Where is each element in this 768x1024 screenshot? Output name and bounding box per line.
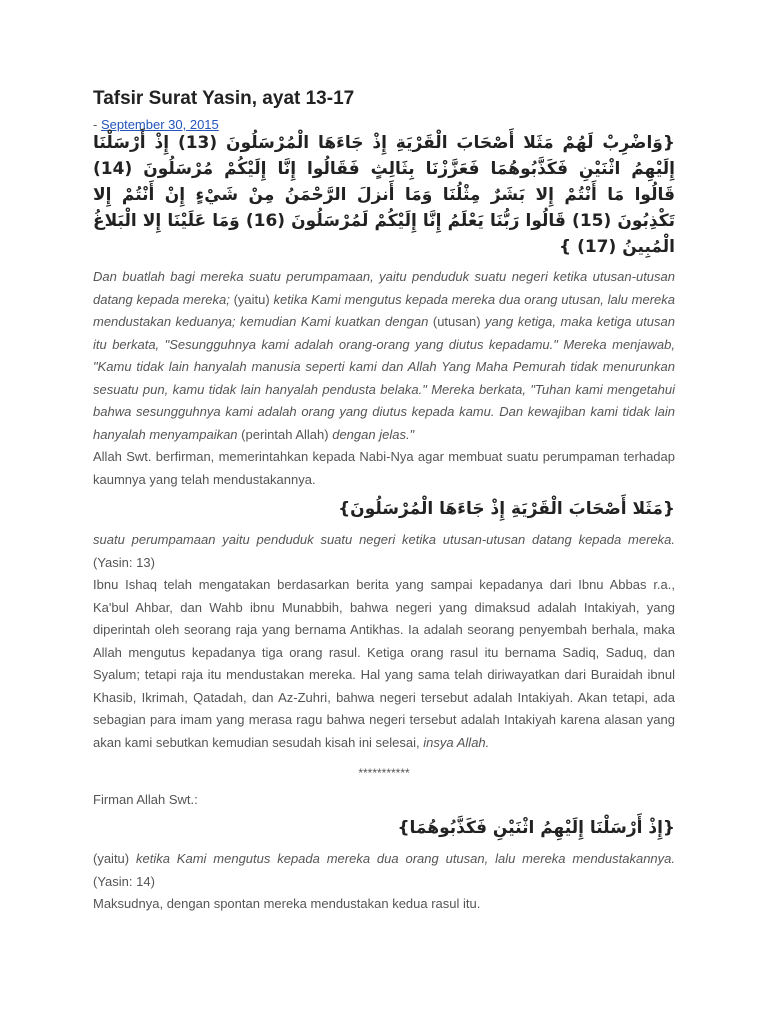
arabic-verse-14: {إِذْ أَرْسَلْنَا إِلَيْهِمُ اثْنَيْنِ فَكَذَّبُوهُمَا} <box>397 818 675 838</box>
translation-part: ketika Kami mengutus kepada mereka dua orang utusan, lalu mereka mendustakannya. <box>135 851 676 866</box>
commentary-tail: insya Allah. <box>423 734 490 750</box>
translation-verse-14 <box>93 848 675 893</box>
translation-part: yang ketiga, maka ketiga utusan itu berkata, "Sesungguhnya kami adalah orang-orang yang diutus kepadamu." Mereka menjawab, "Kamu tidak lain hanyalah manusia seperti kami dan Allah Yang Maha Pemurah tidak menurunkan sesuatu pun, kamu tidak lain hanyalah pendusta belaka." Mereka berkata, "Tuhan kami mengetahui bahwa sesungguhnya kami adalah orang yang diutus kepada kamu. Dan kewajiban kami tidak lain hanyalah menyampaikan <box>93 314 675 442</box>
translation-verses-13-17 <box>93 266 675 446</box>
verse-reference: (Yasin: 14) <box>93 873 155 889</box>
commentary-text: Ibnu Ishaq telah mengatakan berdasarkan berita yang sampai kepadanya dari Ibnu Abbas r.a., Ka'bul Ahbar, dan Wahb ibnu Munabbih, bahwa negeri yang dimaksud adalah Intakiyah, yang diperintah oleh seorang raja yang bernama Antikhas. Ia adalah seorang penyembah berhala, maka Allah mengutus kepadanya tiga orang rasul. Ketiga orang rasul itu bernama Sadiq, Saduq, dan Syalum; tetapi raja itu mendustakan mereka. Hal yang sama telah diriwayatkan dari Buraidah ibnul Khasib, Ikrimah, Qatadah, dan Az-Zuhri, bahwa negeri tersebut adalah Intakiyah. Akan tetapi, ada sebagian para imam yang merasa ragu bahwa negeri tersebut adalah Intakiyah karena alasan yang akan kami sebutkan kemudian sesudah kisah ini selesai, <box>93 577 675 750</box>
verse-reference: (Yasin: 13) <box>93 554 155 570</box>
arabic-verse-13: {مَثَلا أَصْحَابَ الْقَرْيَةِ إِذْ جَاءَهَا الْمُرْسَلُونَ} <box>338 499 675 519</box>
translation-note: (yaitu) <box>229 291 274 307</box>
translation-note: (perintah Allah) <box>237 426 333 442</box>
translation-part: ketika Kami mengutus kepada mereka dua orang utusan, lalu mereka mendustakan keduanya; kemudian Kami kuatkan dengan <box>93 291 675 329</box>
commentary-paragraph-2 <box>93 574 675 754</box>
translation-part: Dan buatlah bagi mereka suatu perumpamaan, yaitu penduduk suatu negeri ketika utusan-utusan datang kepada mereka; <box>93 269 675 307</box>
commentary-paragraph-1: Allah Swt. berfirman, memerintahkan kepada Nabi-Nya agar membuat suatu perumpaman terhadap kaumnya yang telah mendustakannya. <box>93 449 675 487</box>
date-prefix: - <box>93 117 101 132</box>
date-link[interactable]: September 30, 2015 <box>100 117 219 132</box>
page-title: Tafsir Surat Yasin, ayat 13-17 <box>93 88 355 109</box>
commentary-paragraph-3: Maksudnya, dengan spontan mereka mendustakan kedua rasul itu. <box>93 896 481 911</box>
translation-verse-13 <box>93 529 675 574</box>
firman-label: Firman Allah Swt.: <box>93 792 198 807</box>
translation-part: dengan jelas." <box>332 426 415 442</box>
section-divider: *********** <box>358 766 410 780</box>
arabic-verses-13-17: {وَاضْرِبْ لَهُمْ مَثَلا أَصْحَابَ الْقَرْيَةِ إِذْ جَاءَهَا الْمُرْسَلُونَ (13) إِذْ أَرْسَلْنَا إِلَيْهِمُ اثْنَيْنِ فَكَذَّبُوهُمَا فَعَزَّزْنَا بِثَالِثٍ فَقَالُوا إِنَّا إِلَيْكُمْ مُرْسَلُونَ (14) قَالُوا مَا أَنْتُمْ إِلا بَشَرٌ مِثْلُنَا وَمَا أَنزلَ الرَّحْمَنُ مِنْ شَيْءٍ إِنْ أَنْتُمْ إِلا تَكْذِبُونَ (15) قَالُوا رَبُّنَا يَعْلَمُ إِنَّا إِلَيْكُمْ لَمُرْسَلُونَ (16) وَمَا عَلَيْنَا إِلا الْبَلاغُ الْمُبِينُ (17) } <box>93 133 675 257</box>
article <box>93 86 675 916</box>
translation-part: suatu perumpamaan yaitu penduduk suatu negeri ketika utusan-utusan datang kepada mereka. <box>93 532 675 547</box>
translation-note: (yaitu) <box>93 851 136 866</box>
translation-note: (utusan) <box>428 314 486 329</box>
